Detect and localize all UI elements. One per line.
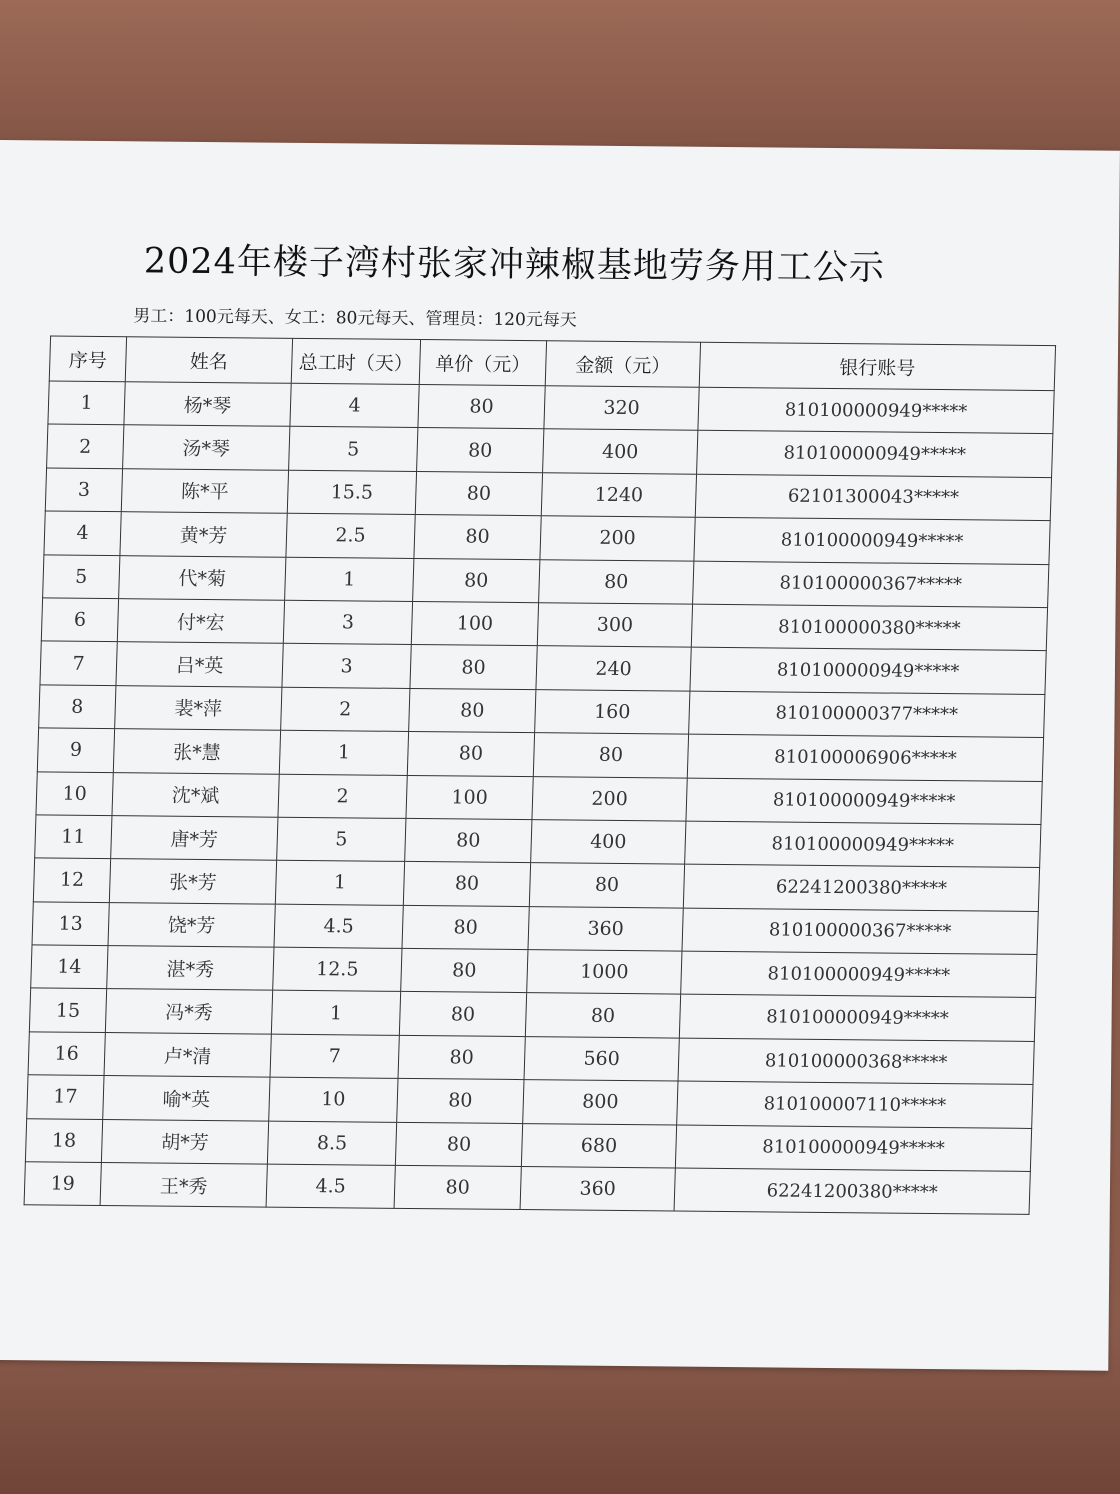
cell-amount: 360: [528, 906, 683, 951]
cell-amount: 400: [543, 429, 698, 474]
cell-days: 15.5: [287, 470, 416, 515]
document-paper: [0, 140, 1120, 1371]
cell-amount: 240: [536, 646, 691, 691]
cell-account: 810100000949*****: [698, 387, 1054, 434]
cell-seq: 1: [48, 381, 125, 425]
cell-name: 汤*琴: [123, 425, 290, 470]
cell-days: 3: [283, 600, 412, 645]
cell-seq: 11: [35, 815, 112, 859]
cell-name: 张*芳: [109, 859, 276, 904]
cell-amount: 800: [523, 1080, 678, 1125]
header-days: 总工时（天）: [291, 338, 420, 384]
cell-seq: 9: [37, 728, 114, 772]
cell-price: 80: [394, 1165, 521, 1210]
cell-seq: 15: [29, 988, 106, 1032]
cell-account: 810100000368*****: [678, 1038, 1034, 1085]
cell-account: 810100000949*****: [675, 1125, 1031, 1172]
header-amount: 金额（元）: [545, 341, 700, 387]
cell-account: 810100000949*****: [686, 778, 1042, 825]
cell-days: 8.5: [267, 1121, 396, 1166]
cell-days: 5: [289, 427, 418, 472]
cell-name: 张*慧: [113, 729, 280, 774]
header-price: 单价（元）: [419, 340, 546, 386]
cell-price: 80: [407, 732, 534, 777]
cell-amount: 360: [520, 1167, 675, 1212]
cell-amount: 400: [531, 820, 686, 865]
cell-amount: 320: [544, 386, 699, 431]
cell-seq: 4: [44, 511, 121, 555]
cell-amount: 80: [529, 863, 684, 908]
cell-seq: 13: [32, 902, 109, 946]
cell-seq: 10: [36, 771, 113, 815]
cell-seq: 14: [31, 945, 108, 989]
cell-account: 810100000380*****: [691, 604, 1047, 651]
wage-rates-note: 男工：100元每天、女工：80元每天、管理员：120元每天: [133, 306, 577, 331]
header-name: 姓名: [125, 337, 292, 384]
cell-amount: 300: [537, 603, 692, 648]
cell-price: 80: [403, 862, 530, 907]
cell-name: 黄*芳: [120, 512, 287, 557]
labor-payment-table: [24, 335, 1057, 1215]
cell-seq: 3: [45, 468, 122, 512]
cell-seq: 6: [41, 598, 118, 642]
cell-name: 胡*芳: [101, 1119, 268, 1164]
cell-name: 湛*秀: [107, 946, 274, 991]
cell-amount: 1000: [527, 950, 682, 995]
cell-price: 100: [406, 775, 533, 820]
cell-account: 810100007110*****: [677, 1081, 1033, 1128]
cell-price: 80: [417, 428, 544, 473]
cell-name: 吕*英: [116, 642, 283, 687]
cell-account: 810100000367*****: [682, 908, 1038, 955]
cell-account: 62241200380*****: [674, 1168, 1030, 1215]
cell-account: 810100000377*****: [689, 691, 1045, 738]
cell-name: 王*秀: [100, 1163, 267, 1208]
cell-name: 卢*清: [104, 1032, 271, 1077]
cell-days: 2: [281, 687, 410, 732]
cell-days: 2.5: [286, 513, 415, 558]
cell-days: 1: [285, 557, 414, 602]
cell-name: 喻*英: [103, 1076, 270, 1121]
table-row: [24, 1162, 1030, 1215]
cell-name: 冯*秀: [105, 989, 272, 1034]
cell-days: 3: [282, 644, 411, 689]
cell-seq: 12: [33, 858, 110, 902]
cell-seq: 18: [25, 1118, 102, 1162]
cell-name: 裴*萍: [115, 685, 282, 730]
cell-name: 唐*芳: [111, 816, 278, 861]
cell-account: 810100000949*****: [694, 517, 1050, 564]
cell-name: 饶*芳: [108, 902, 275, 947]
cell-account: 810100006906*****: [687, 734, 1043, 781]
cell-account: 62241200380*****: [683, 864, 1039, 911]
cell-seq: 2: [47, 424, 124, 468]
cell-account: 810100000949*****: [679, 995, 1035, 1042]
cell-price: 80: [413, 558, 540, 603]
cell-price: 80: [409, 688, 536, 733]
cell-amount: 680: [521, 1123, 676, 1168]
cell-name: 杨*琴: [124, 382, 291, 427]
cell-amount: 80: [525, 993, 680, 1038]
cell-days: 5: [277, 817, 406, 862]
cell-price: 80: [418, 385, 545, 430]
cell-price: 80: [414, 515, 541, 560]
cell-price: 80: [401, 948, 528, 993]
cell-price: 80: [405, 818, 532, 863]
cell-amount: 200: [532, 776, 687, 821]
cell-account: 810100000367*****: [693, 561, 1049, 608]
cell-amount: 80: [533, 733, 688, 778]
cell-seq: 16: [28, 1032, 105, 1076]
cell-account: 810100000949*****: [690, 648, 1046, 695]
cell-price: 80: [402, 905, 529, 950]
cell-price: 80: [398, 1035, 525, 1080]
cell-amount: 160: [535, 689, 690, 734]
cell-name: 付*宏: [117, 599, 284, 644]
cell-amount: 1240: [541, 473, 696, 518]
desk-background-top: [0, 0, 1120, 160]
cell-price: 80: [410, 645, 537, 690]
cell-seq: 7: [40, 641, 117, 685]
cell-price: 80: [395, 1122, 522, 1167]
document-title: 2024年楼子湾村张家冲辣椒基地劳务用工公示: [143, 241, 886, 289]
header-account: 银行账号: [699, 342, 1055, 390]
cell-seq: 19: [24, 1162, 101, 1206]
cell-name: 陈*平: [121, 468, 288, 513]
cell-price: 80: [399, 992, 526, 1037]
cell-days: 4: [290, 383, 419, 428]
cell-days: 1: [271, 991, 400, 1036]
header-seq: 序号: [49, 336, 126, 382]
cell-account: 62101300043*****: [695, 474, 1051, 521]
cell-days: 12.5: [273, 947, 402, 992]
cell-days: 2: [278, 774, 407, 819]
cell-days: 1: [279, 730, 408, 775]
cell-seq: 8: [39, 685, 116, 729]
cell-name: 代*菊: [119, 555, 286, 600]
cell-price: 80: [397, 1079, 524, 1124]
cell-account: 810100000949*****: [681, 951, 1037, 998]
cell-amount: 560: [524, 1036, 679, 1081]
cell-name: 沈*斌: [112, 772, 279, 817]
cell-seq: 17: [27, 1075, 104, 1119]
cell-amount: 80: [539, 559, 694, 604]
cell-days: 4.5: [274, 904, 403, 949]
cell-price: 100: [411, 601, 538, 646]
cell-days: 1: [275, 860, 404, 905]
cell-price: 80: [415, 471, 542, 516]
cell-days: 4.5: [266, 1164, 395, 1209]
cell-days: 7: [270, 1034, 399, 1079]
cell-amount: 200: [540, 516, 695, 561]
cell-days: 10: [269, 1077, 398, 1122]
cell-account: 810100000949*****: [685, 821, 1041, 868]
cell-account: 810100000949*****: [697, 431, 1053, 478]
cell-seq: 5: [43, 555, 120, 599]
